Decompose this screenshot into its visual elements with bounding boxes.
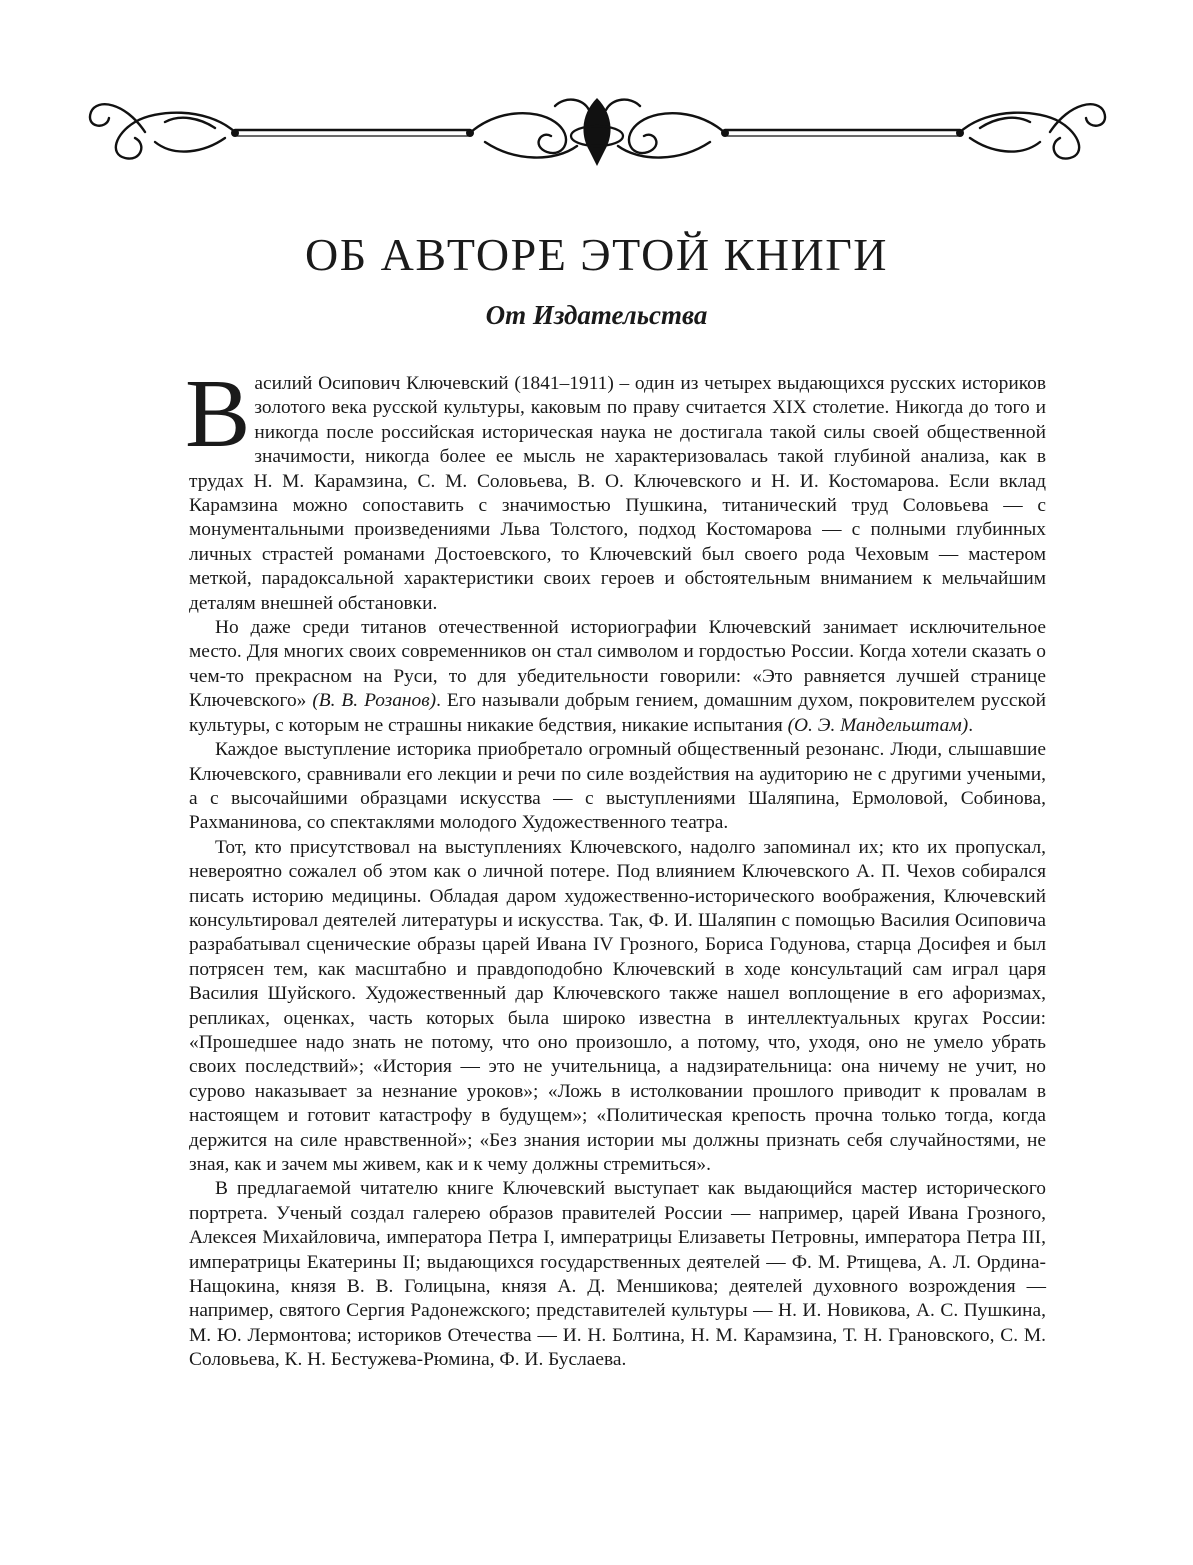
citation-rozanov: (В. В. Розанов) [312, 690, 437, 712]
article-body [185, 360, 1046, 1373]
paragraph-2-text-a: Но даже среди титанов отечественной историографии Ключевский занимает исключительное место. Для многих своих современников он стал символом и гордостью России. Когда хотели сказать о чем-то прекрасном на Руси, то для убедительности говорили: «Это равняется лучшей странице Ключевского» [189, 617, 1046, 712]
page-subtitle: От Издательства [485, 300, 708, 330]
paragraph-1 [185, 360, 1046, 616]
paragraph-3: Каждое выступление историка приобретало огромный общественный резонанс. Люди, слышавшие Ключевского, сравнивали его лекции и речи по силе воздействия на аудиторию не с другими учеными, а с высочайшими образцами искусства — с выступлениями Шаляпина, Ермоловой, Собинова, Рахманинова, со спектаклями молодого Художественного театра. [189, 739, 1046, 834]
paragraph-2-text-c: . [968, 714, 974, 736]
drop-cap: В [185, 360, 251, 468]
paragraph-4: Тот, кто присутствовал на выступлениях Ключевского, надолго запоминал их; кто их пропускал, невероятно сожалел об этом как о личной потере. Под влиянием Ключевского А. П. Чехов собирался писать историю медицины. Обладая даром художественно-исторического воображения, Ключевский консультировал деятелей литературы и искусства. Так, Ф. И. Шаляпин с помощью Василия Осиповича разрабатывал сценические образы царей Ивана IV Грозного, Бориса Годунова, старца Досифея и был потрясен тем, как масштабно и правдоподобно Ключевский в ходе консультаций сам играл царя Василия Шуйского. Художественный дар Ключевского также нашел воплощение в его афоризмах, репликах, оценках, часть которых была широко известна в интеллектуальных кругах России: «Прошедшее надо знать не потому, что оно произошло, а потому, что, уходя, оно не умело убрать своих последствий»; «История — это не учительница, а надзирательница: она ничему не учит, но сурово наказывает за незнание уроков»; «Ложь в истолковании прошлого приводит к провалам в настоящем и готовит катастрофу в будущем»; «Политическая крепость прочна только тогда, когда держится на силе нравственной»; «Без знания истории мы должны признать себя случайностями, не зная, как и зачем мы живем, как и к чему должны стремиться». [189, 836, 1046, 1175]
baroque-acanthus-divider-icon [85, 92, 1110, 170]
page-title: ОБ АВТОРЕ ЭТОЙ КНИГИ [304, 229, 889, 280]
paragraph-2 [189, 616, 1046, 738]
paragraph-5: В предлагаемой читателю книге Ключевский выступает как выдающийся мастер исторического портрета. Ученый создал галерею образов правителей России — например, царей Ивана Грозного, Алексея Михайловича, императора Петра I, императрицы Елизаветы Петровны, императора Петра III, императрицы Екатерины II; выдающихся государственных деятелей — Ф. М. Ртищева, А. Л. Ордина-Нащокина, князя В. В. Голицына, князя А. Д. Меншикова; деятелей духовного возрождения — например, святого Сергия Радонежского; представителей культуры — Н. И. Новикова, А. С. Пушкина, М. Ю. Лермонтова; историков Отечества — И. Н. Болтина, Н. М. Карамзина, Т. Н. Грановского, С. М. Соловьева, К. Н. Бестужева-Рюмина, Ф. И. Буслаева. [189, 1178, 1046, 1371]
paragraph-1-text: асилий Осипович Ключевский (1841–1911) – один из четырех выдающихся русских историков золотого века русской культуры, каковым по праву считается XIX столетие. Никогда до того и никогда после российская историческая наука не достигала такой силы своей общественной значимости, никогда более ее мысль не характеризовалась такой глубиной анализа, как в трудах Н. М. Карамзина, С. М. Соловьева, В. О. Ключевского и Н. И. Костомарова. Если вклад Карамзина можно сопоставить с значимостью Пушкина, титанический труд Соловьева — с монументальными произведениями Льва Толстого, подход Костомарова — с полными глубинных личных страстей романами Достоевского, то Ключевский был своего рода Чеховым — мастером меткой, парадоксальной характеристики своих героев и обстоятельным вниманием к мельчайшим деталям внешней обстановки. [189, 373, 1046, 614]
citation-mandelstam: (О. Э. Мандельштам) [787, 714, 969, 736]
paragraph-2-text-b: . Его называли добрым гением, домашним духом, покровителем русской культуры, с которым не страшны никакие бедствия, никакие испытания [189, 690, 1046, 736]
